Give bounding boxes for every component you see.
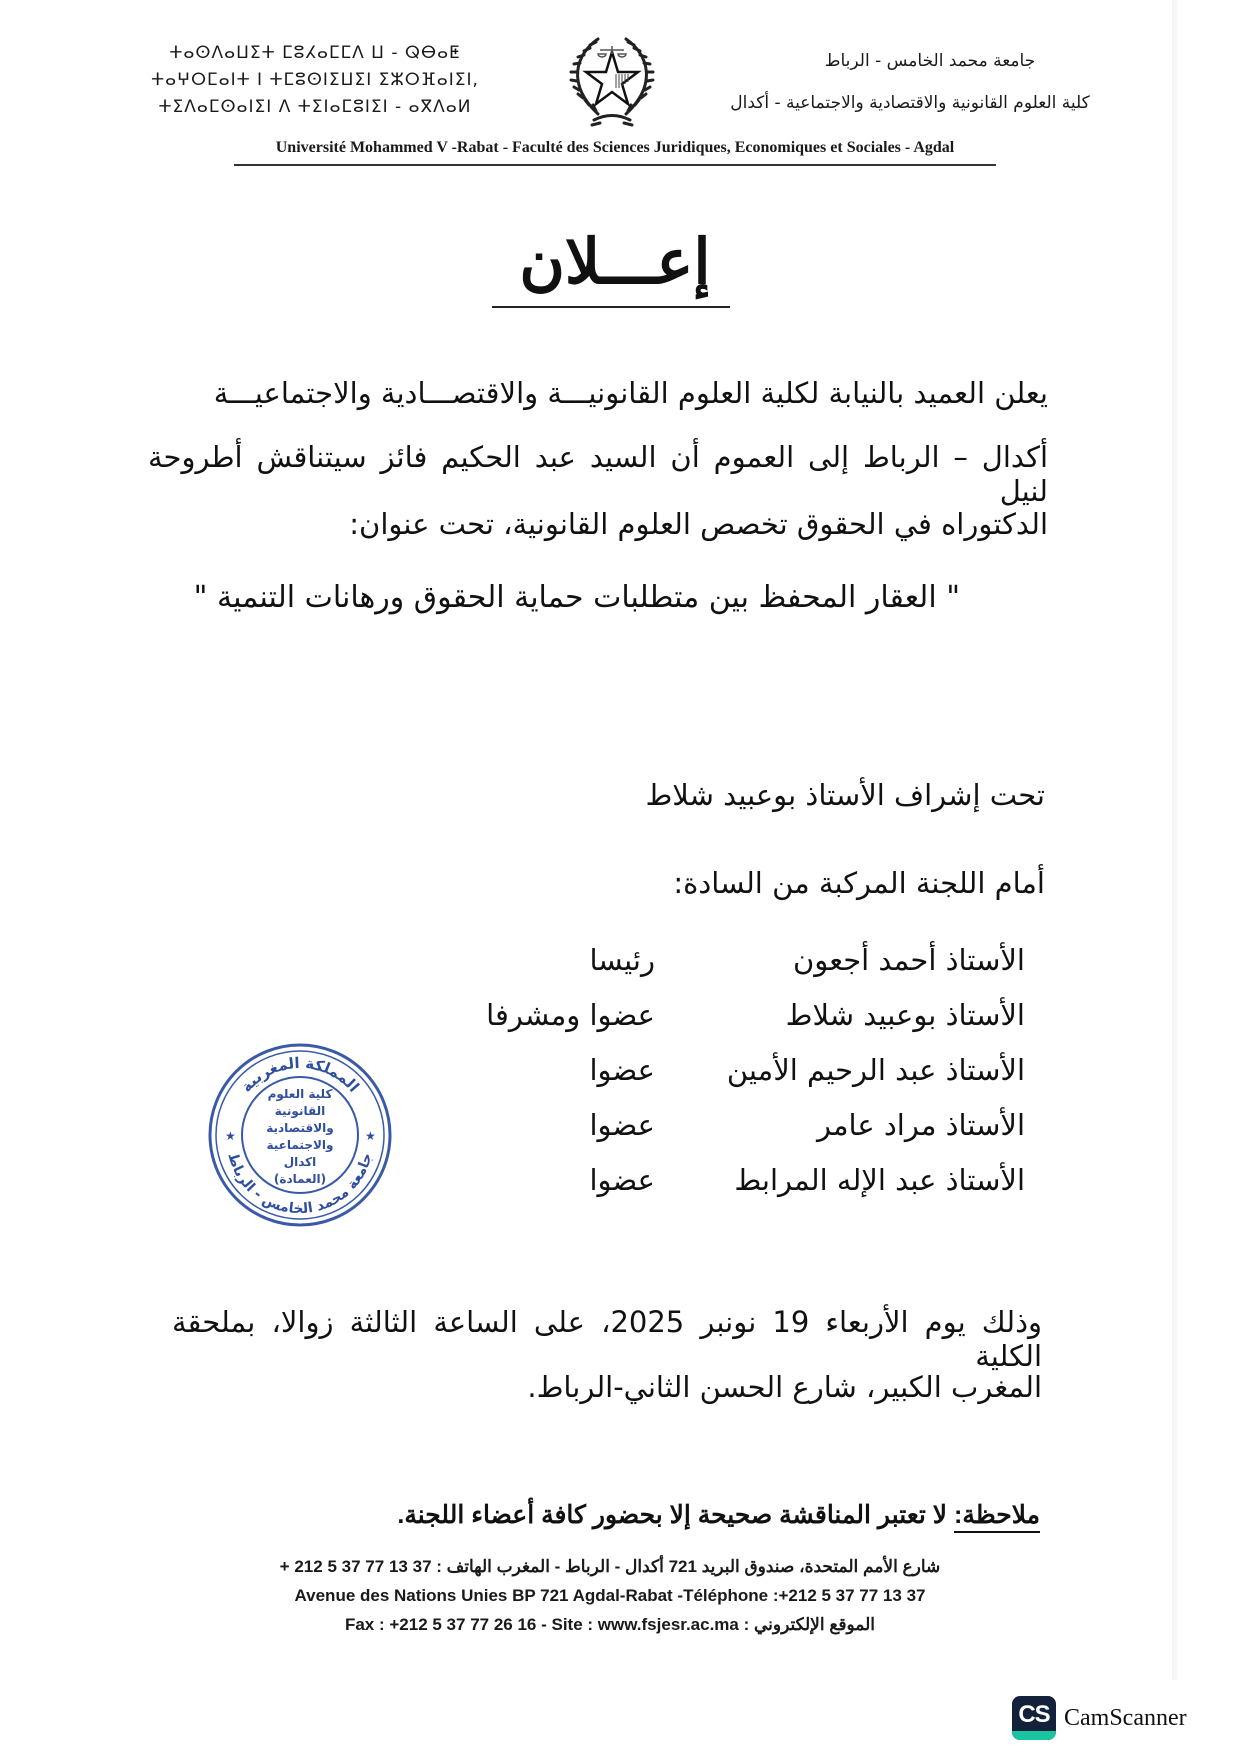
committee-member-row bbox=[450, 1042, 1025, 1097]
supervision-line: تحت إشراف الأستاذ بوعبيد شلاط bbox=[645, 778, 1045, 812]
note-text: لا تعتبر المناقشة صحيحة إلا بحضور كافة أعضاء اللجنة. bbox=[397, 1501, 954, 1529]
note-label: ملاحظة: bbox=[954, 1501, 1040, 1529]
svg-text:والاجتماعية: والاجتماعية bbox=[266, 1138, 334, 1152]
footer-arabic-address: شارع الأمم المتحدة، صندوق البريد 721 أكدال - الرباط - المغرب الهاتف : 37 13 77 37 5 212 + bbox=[279, 1557, 941, 1576]
member-name: الأستاذ أحمد أجعون bbox=[792, 942, 1025, 977]
footer-address-block bbox=[240, 1552, 980, 1639]
header-french-line: Université Mohammed V -Rabat - Faculté des Sciences Juridiques, Economiques et Sociales - Agdal bbox=[275, 139, 955, 156]
committee-member-row bbox=[450, 932, 1025, 987]
header-tifinagh-line: ⵜⵉⴷⴰⵎⵙⴰⵏⵉⵏ ⴷ ⵜⵉⵏⴰⵎⵓⵏⵉⵏ - ⴰⴳⴷⴰⵍ bbox=[158, 97, 472, 117]
header-divider bbox=[234, 164, 996, 166]
committee-member-row bbox=[450, 1152, 1025, 1207]
member-name: الأستاذ عبد الرحيم الأمين bbox=[726, 1052, 1025, 1087]
thesis-title: " العقار المحفظ بين متطلبات حماية الحقوق ورهانات التنمية " bbox=[193, 580, 960, 615]
camscanner-watermark bbox=[1012, 1696, 1187, 1740]
svg-text:كلية العلوم: كلية العلوم bbox=[267, 1087, 333, 1101]
committee-list bbox=[450, 932, 1025, 1207]
camscanner-logo-icon: CS bbox=[1012, 1696, 1056, 1740]
svg-text:القانونية: القانونية bbox=[274, 1104, 326, 1118]
note bbox=[380, 1500, 1040, 1530]
header-tifinagh-block bbox=[150, 40, 480, 121]
member-role: عضوا bbox=[589, 1052, 655, 1087]
svg-text:اكدال: اكدال bbox=[283, 1155, 317, 1169]
svg-text:★: ★ bbox=[365, 1129, 376, 1143]
member-name: الأستاذ عبد الإله المرابط bbox=[734, 1162, 1025, 1197]
schedule-line-2: المغرب الكبير، شارع الحسن الثاني-الرباط. bbox=[527, 1370, 1042, 1404]
footer-fax-site: Fax : +212 5 37 77 26 16 - Site : www.fsjesr.ac.ma : الموقع الإلكتروني bbox=[344, 1615, 876, 1634]
announcement-line-3: الدكتوراه في الحقوق تخصص العلوم القانونية، تحت عنوان: bbox=[349, 507, 1048, 541]
svg-text:والاقتصادية: والاقتصادية bbox=[266, 1121, 334, 1135]
header-university-arabic: جامعة محمد الخامس - الرباط bbox=[824, 51, 1036, 71]
svg-text:جامعة محمد الخامس - الرباط: جامعة محمد الخامس - الرباط bbox=[224, 1151, 376, 1218]
announcement-line-1: يعلن العميد بالنيابة لكلية العلوم القانونيـــة والاقتصـــادية والاجتماعيـــة bbox=[213, 376, 1048, 410]
page-title: إعـــلان bbox=[519, 225, 711, 298]
member-role: رئيسا bbox=[589, 942, 655, 977]
member-name: الأستاذ مراد عامر bbox=[816, 1107, 1025, 1142]
title-underline bbox=[492, 306, 730, 308]
header-tifinagh-line: ⵜⴰⵖⵔⵎⴰⵏⵜ ⵏ ⵜⵎⵓⵙⵏⵉⵡⵉⵏ ⵉⵣⵔⴼⴰⵏⵉⵏ, bbox=[151, 70, 479, 90]
footer-french-address: Avenue des Nations Unies BP 721 Agdal-Rabat -Téléphone :+212 5 37 77 13 37 bbox=[294, 1586, 926, 1605]
committee-member-row bbox=[450, 987, 1025, 1042]
member-role: عضوا bbox=[589, 1107, 655, 1142]
member-role: عضوا ومشرفا bbox=[486, 997, 655, 1032]
committee-intro: أمام اللجنة المركبة من السادة: bbox=[673, 866, 1045, 900]
schedule-line-1: وذلك يوم الأربعاء 19 نونبر 2025، على الساعة الثالثة زوالا، بملحقة الكلية bbox=[172, 1305, 1042, 1373]
announcement-line-2: أكدال – الرباط إلى العموم أن السيد عبد الحكيم فائز سيتناقش أطروحة لنيل bbox=[148, 440, 1048, 508]
header-arabic-block bbox=[700, 40, 1120, 124]
moroccan-emblem-icon bbox=[556, 24, 668, 134]
svg-text:المملكة المغربية: المملكة المغربية bbox=[237, 1053, 363, 1096]
svg-text:(العمادة): (العمادة) bbox=[273, 1172, 327, 1186]
header-tifinagh-line: ⵜⴰⵙⴷⴰⵡⵉⵜ ⵎⵓⵃⴰⵎⵎⴷ ⵡ - ⵕⴱⴰⵟ bbox=[169, 43, 461, 63]
official-stamp-icon bbox=[205, 1040, 395, 1230]
svg-text:★: ★ bbox=[225, 1129, 236, 1143]
header-faculty-arabic: كلية العلوم القانونية والاقتصادية والاجتماعية - أكدال bbox=[730, 93, 1090, 113]
committee-member-row bbox=[450, 1097, 1025, 1152]
member-name: الأستاذ بوعبيد شلاط bbox=[785, 997, 1025, 1032]
page-edge-shadow bbox=[1172, 0, 1178, 1680]
member-role: عضوا bbox=[589, 1162, 655, 1197]
camscanner-label: CamScanner bbox=[1064, 1704, 1187, 1731]
